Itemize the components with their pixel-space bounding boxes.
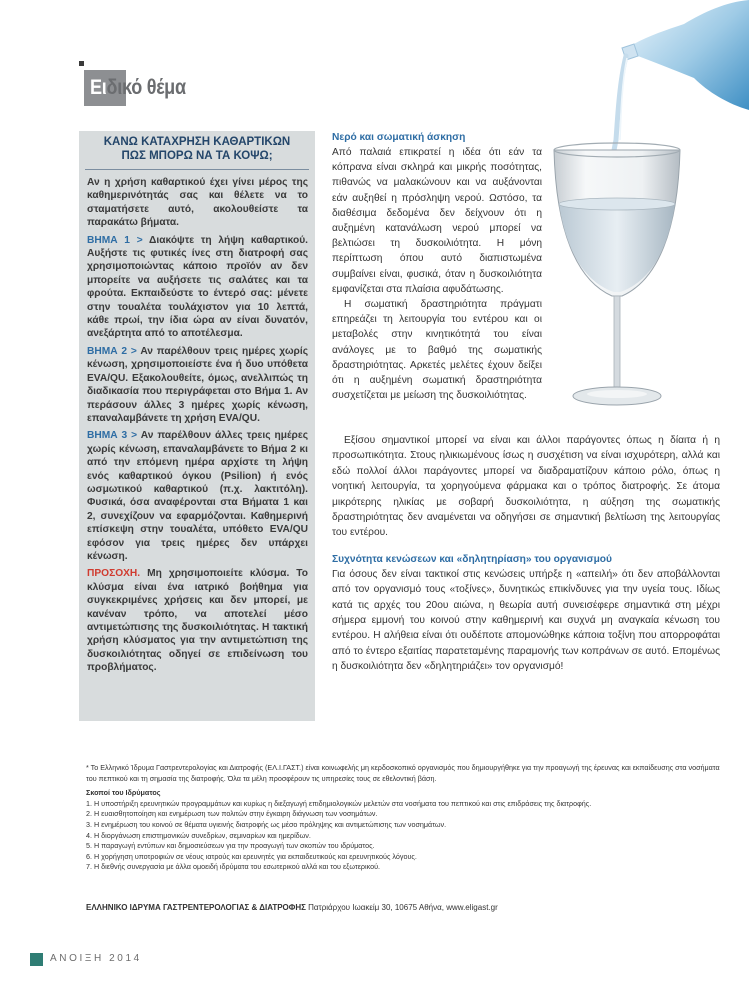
step-2-text: Αν παρέλθουν τρεις ημέρες χωρίς κένωση, χρησιμοποιείστε ένα ή δυο υπόθετα EVA/QU. Εξακολουθείτε, όμως, ανελλιπώς τη διαδικασία που περιγράφεται στο Βήμα 1. Αν περάσουν άλλες 3 ημέρες χωρίς κένωση, επαναλαμβάνετε τη χρήση EVA/QU. [87, 345, 308, 424]
article-column-top [332, 131, 542, 403]
warning-text: Μη χρησιμοποιείτε κλύσμα. Το κλύσμα είναι ένα ιατρικό βοήθημα για συγκεκριμένες χρήσεις και δεν μπορεί, με κανέναν τρόπο, να αποτελεί μέσο αντιμετώπισης της δυσκοιλιότητας. Η τακτική χρήση κλύσματος για την αντιμετώπιση της δυσκοιλιότητας οδηγεί σε επιδείνωση του προβλήματος. [87, 568, 308, 674]
water-bottle-pouring-into-glass-icon [548, 0, 749, 420]
footnote-item: 4. Η διοργάνωση επιστημονικών συνεδρίων, σεμιναρίων και ημερίδων. [86, 830, 311, 840]
organization-address: Πατριάρχου Ιωακείμ 30, 10675 Αθήνα, www.eligast.gr [305, 903, 498, 912]
paragraph-other-factors: Εξίσου σημαντικοί μπορεί να είναι και άλλοι παράγοντες όπως η δίαιτα ή η προσωπικότητα. Στους ηλικιωμένους ίσως η συσχέτιση να είναι ισχυρότερη, αλλά και εδώ πολλοί άλλοι παράγοντες μπορεί να διαδραματίζουν κάποιο ρόλο, όπως η νοητική λειτουργία, τα χορηγούμενα φάρμακα και ο τρόπος διατροφής. Σε άτομα μικρότερης ηλικίας με σοβαρή δυσκοιλιότητα, η αύξηση της σωματικής δραστηριότητας δεν αναμένεται να οδηγήσει σε σημαντική βελτίωση της λειτουργίας του εντέρου. [332, 435, 720, 539]
section-title [90, 76, 186, 100]
footnote-item: 3. Η ενημέρωση του κοινού σε θέματα υγιεινής διατροφής ως μέσο πρόληψης και αντιμετώπισης των νοσημάτων. [86, 819, 447, 829]
subheading-water-exercise: Νερό και σωματική άσκηση [332, 132, 466, 143]
article-wide-section [332, 433, 720, 675]
sidebar-title-line2: ΠΩΣ ΜΠΟΡΩ ΝΑ ΤΑ ΚΟΨΩ; [121, 150, 273, 162]
step-1 [87, 234, 308, 341]
section-header [84, 70, 234, 106]
footnote-item: 5. Η παραγωγή εντύπων και δημοσιεύσεων για την προαγωγή των σκοπών του ιδρύματος. [86, 841, 375, 851]
footnote-item: 6. Η χορήγηση υποτροφιών σε νέους ιατρούς και ερευνητές για εκπαιδευτικούς και ερευνητικούς λόγους. [86, 851, 417, 861]
footnote-item: 7. Η διεθνής συνεργασία με άλλα ομοειδή ιδρύματα του εσωτερικού αλλά και του εξωτερικού. [86, 862, 381, 872]
step-1-label: ΒΗΜΑ 1 > [87, 234, 143, 246]
step-2 [87, 345, 308, 425]
sidebar-title [79, 135, 315, 163]
step-3 [87, 429, 308, 563]
footnote [86, 763, 726, 873]
footnote-item: 1. Η υποστήριξη ερευνητικών προγραμμάτων και κυρίως η διεξαγωγή επιδημιολογικών μελετών στα νοσήματα του πεπτικού και στις επιδράσεις της διατροφής. [86, 798, 592, 808]
warning-label: ΠΡΟΣΟΧΗ. [87, 568, 141, 580]
header-marker [79, 61, 84, 66]
organization-line [86, 903, 726, 912]
step-2-label: ΒΗΜΑ 2 > [87, 345, 137, 357]
footer-marker [30, 953, 43, 966]
section-title-first: Ει [90, 76, 107, 99]
step-3-label: ΒΗΜΑ 3 > [87, 430, 138, 442]
sidebar-divider [85, 169, 309, 170]
footnote-item: 2. Η ευαισθητοποίηση και ενημέρωση των πολιτών στην έγκαιρη διάγνωση των νοσημάτων. [86, 809, 378, 819]
step-1-text: Διακόψτε τη λήψη καθαρτικού. Αυξήστε τις φυτικές ίνες στη διατροφή σας χρησιμοποιώντας κάποιο προϊόν αν δεν μπορείτε να αυξήσετε τις σαλάτες και τα φρούτα. Εκπαιδεύστε το έντερό σας: μένετε στην τουαλέτα τουλάχιστον για 10 λεπτά, κάθε πρωί, την ίδια ώρα αν είναι δυνατόν, ανεξάρτητα από το αποτέλεσμα. [87, 234, 308, 340]
footnote-intro: * Το Ελληνικό Ίδρυμα Γαστρεντερολογίας και Διατροφής (ΕΛ.Ι.ΓΑΣΤ.) είναι κοινωφελής μη κερδοσκοπικό οργανισμός που δημιουργήθηκε για την προαγωγή της έρευνας και εκπαίδευσης στα νοσήματα του πεπτικού και τη σημασία της διατροφής. Όλα τα μέλη προσφέρουν τις υπηρεσίες τους σε εθελοντική βάση. [86, 763, 720, 783]
organization-name: ΕΛΛΗΝΙΚΟ ΙΔΡΥΜΑ ΓΑΣΤΡΕΝΤΕΡΟΛΟΓΙΑΣ & ΔΙΑΤΡΟΦΗΣ [86, 903, 306, 912]
warning [87, 567, 308, 674]
step-3-text: Αν παρέλθουν άλλες τρεις ημέρες χωρίς κένωση, επαναλαμβάνετε το Βήμα 2 κι από την επόμενη ημέρα αρχίστε τη λήψη ενός καθαρτικού όγκου (Psilion) ή ενός ωσμωτικού καθαρτικού (π.χ. λακτιτόλη). Φυσικά, όσα αναφέρονται στα Βήματα 1 και 2, συνεχίζουν να εφαρμόζονται. Καθημερινή επίσκεψη στην τουαλέτα, υπόθετο EVA/QU εφόσον για τρεις ημέρες δεν υπάρχει κένωση. [87, 430, 308, 562]
paragraph-water: Από παλαιά επικρατεί η ιδέα ότι εάν τα κόπρανα είναι σκληρά και μικρής ποσότητας, πιθανώς να μαλακώνουν και να αυξάνονται εάν αυξηθεί η πρόσληψη νερού. Ωστόσο, τα διαθέσιμα δεδομένα δεν δείχνουν ότι η αυξημένη κατανάλωση νερού μπορεί να βελτιώσει τη δυσκοιλιότητα. Η μόνη περίπτωση όπου αυτό διαπιστωμένα συμβαίνει είναι, φυσικά, όταν η δυσκοιλιότητα εμφανίζεται στα πλαίσια αφυδάτωσης. [332, 147, 542, 295]
sidebar-intro: Αν η χρήση καθαρτικού έχει γίνει μέρος της καθημερινότητάς σας και θέλετε να το σταματήσετε αυτό, ακολουθείστε τα παρακάτω βήματα. [87, 177, 308, 229]
footer-issue: ΑΝΟΙΞΗ 2014 [50, 953, 142, 964]
paragraph-toxins: Για όσους δεν είναι τακτικοί στις κενώσεις υπήρξε η «απειλή» ότι δεν αποβάλλονται από τον οργανισμό τους «τοξίνες», δυνητικώς επικίνδυνες για την υγεία τους. Ιδίως κατά τις αρχές του 20ου αιώνα, η θεωρία αυτή συνεισέφερε σημαντικά στη μέχρι σήμερα εμμονή του κοινού στην καθημερινή και συχνά μη αναγκαία κένωση του εντέρου. Η αλήθεια είναι ότι ουδέποτε απομονώθηκε κάποια τοξίνη που απορροφάται από το έντερο εξαιτίας παρατεταμένης παραμονής των κοπράνων σε αυτό. Επομένως η δυσκοιλιότητα δεν «δηλητηριάζει» τον οργανισμό! [332, 568, 720, 673]
paragraph-exercise: Η σωματική δραστηριότητα πράγματι επηρεάζει τη λειτουργία του εντέρου και οι μεταβολές στην κινητικότητά του είναι ανάλογες με το βαθμό της σωματικής δραστηριότητας. Αρκετές μελέτες έχουν δείξει ότι η αυξημένη σωματική δραστηριότητα συσχετίζεται με μείωση της δυσκοιλιότητας. [332, 299, 542, 402]
sidebar-body [87, 176, 308, 679]
section-title-rest: δικό θέμα [106, 76, 186, 99]
subheading-frequency: Συχνότητα κενώσεων και «δηλητηρίαση» του οργανισμού [332, 553, 612, 565]
sidebar-box [79, 131, 315, 721]
sidebar-title-line1: ΚΑΝΩ ΚΑΤΑΧΡΗΣΗ ΚΑΘΑΡΤΙΚΩΝ [103, 136, 291, 148]
footnote-heading: Σκοποί του Ιδρύματος [86, 788, 161, 798]
